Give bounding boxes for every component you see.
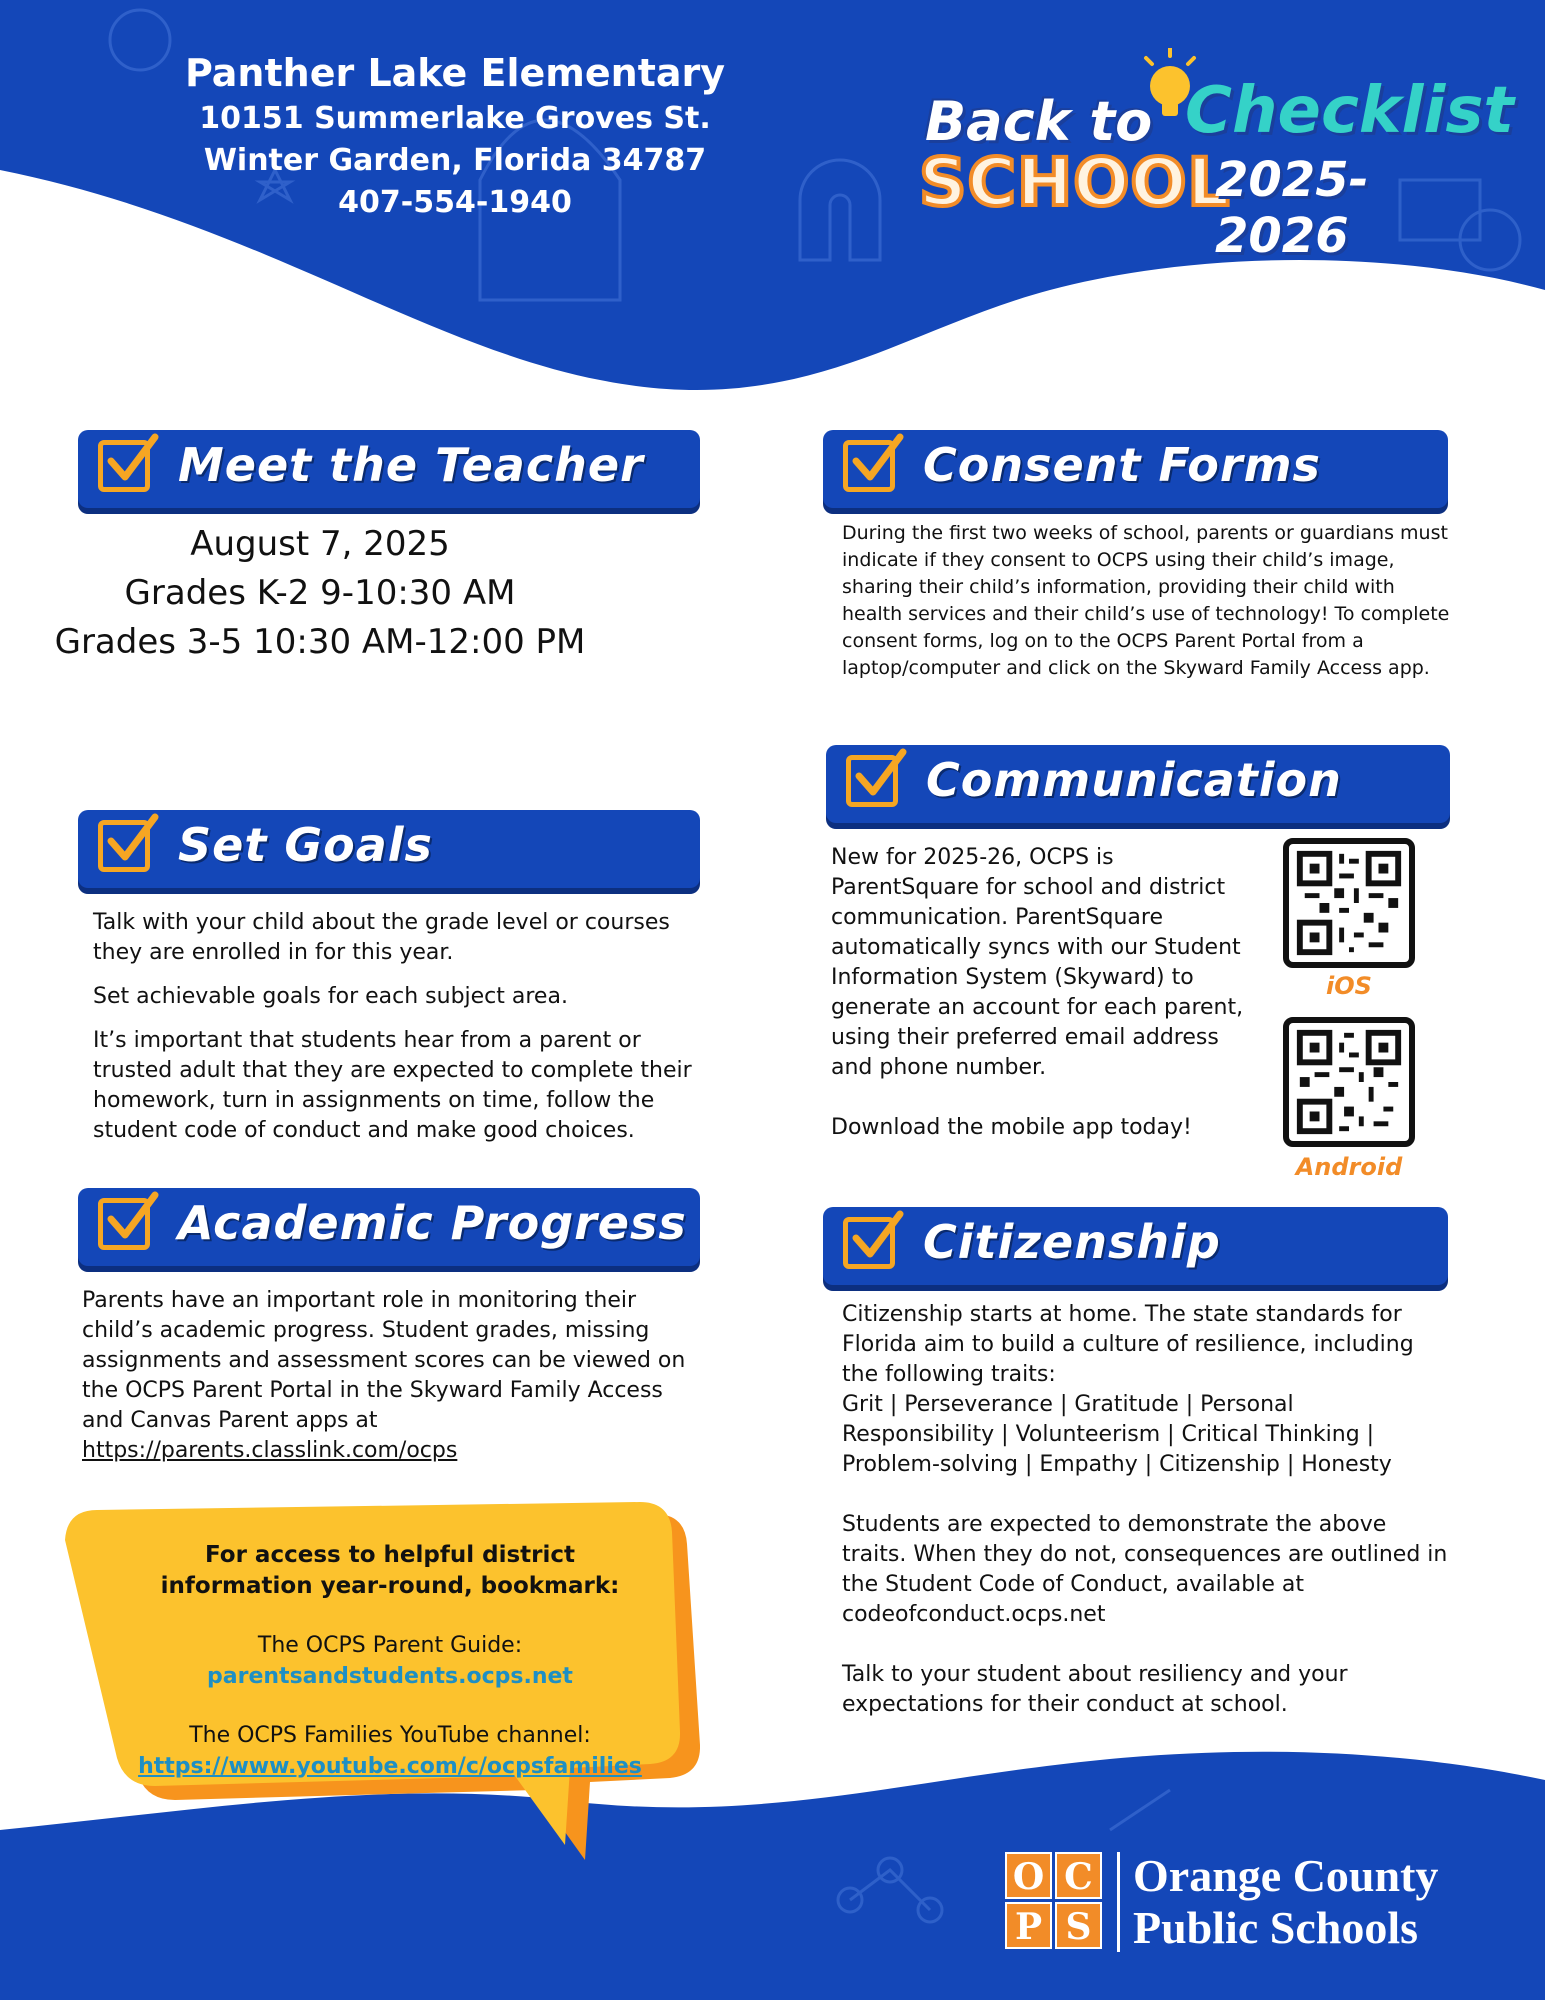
- meet-teacher-session1: Grades K-2 9-10:30 AM: [124, 573, 516, 613]
- school-address-line2: Winter Garden, Florida 34787: [203, 143, 707, 178]
- parent-guide-label: The OCPS Parent Guide:: [257, 1633, 523, 1658]
- logo-school: SCHOOL: [919, 144, 1231, 221]
- meet-teacher-title: Meet the Teacher: [178, 438, 644, 492]
- ocps-letter-p: P: [1005, 1902, 1052, 1949]
- set-goals-body: [93, 908, 703, 1160]
- ocps-letter-s: S: [1055, 1902, 1102, 1949]
- communication-text: New for 2025-26, OCPS is ParentSquare for school and district communication. ParentSquare automatically syncs with our Student Information System (Skyward) to generate an account for each parent, using their preferred email address and phone number.: [831, 845, 1244, 1080]
- parent-portal-link[interactable]: https://parents.classlink.com/ocps: [82, 1438, 458, 1463]
- bookmark-heading-line1: For access to helpful district: [205, 1542, 575, 1568]
- academic-progress-text: Parents have an important role in monitoring their child’s academic progress. Student grades, missing assignments and assessment scores can be viewed on the OCPS Parent Portal in the Skyward Family Access and Canvas Parent apps at: [82, 1288, 686, 1433]
- citizenship-p1: Citizenship starts at home. The state standards for Florida aim to build a culture of resilience, including the following traits:: [842, 1302, 1414, 1387]
- checkbox-icon: [846, 755, 898, 807]
- checkbox-icon: [843, 1217, 895, 1269]
- communication-download: Download the mobile app today!: [831, 1115, 1192, 1140]
- ocps-name: [1133, 1850, 1438, 1954]
- academic-progress-title: Academic Progress: [178, 1196, 687, 1250]
- qr-code-icon: [1289, 844, 1409, 962]
- academic-progress-banner: [78, 1188, 700, 1266]
- communication-body: [831, 843, 1251, 1157]
- meet-teacher-banner: [78, 430, 700, 508]
- ocps-name-line2: Public Schools: [1133, 1902, 1419, 1953]
- school-address-line1: 10151 Summerlake Groves St.: [199, 101, 711, 136]
- school-info: [170, 48, 740, 224]
- communication-title: Communication: [926, 753, 1342, 807]
- set-goals-title: Set Goals: [178, 818, 433, 872]
- communication-banner: [826, 745, 1450, 823]
- ocps-divider: [1117, 1852, 1120, 1952]
- logo-checklist: Checklist: [1185, 74, 1514, 148]
- parent-guide-link[interactable]: parentsandstudents.ocps.net: [207, 1664, 573, 1689]
- set-goals-p3: It’s important that students hear from a parent or trusted adult that they are expected to complete their homework, turn in assignments on time, follow the student code of conduct and make good choices.: [93, 1028, 692, 1143]
- consent-forms-banner: [823, 430, 1448, 508]
- school-phone: 407-554-1940: [338, 185, 572, 220]
- ocps-monogram: [1005, 1852, 1105, 1952]
- bookmark-heading-line2: information year-round, bookmark:: [160, 1573, 620, 1599]
- qr-code-icon: [1289, 1023, 1409, 1141]
- youtube-label: The OCPS Families YouTube channel:: [189, 1723, 591, 1748]
- ocps-logo: [1005, 1852, 1485, 1962]
- checkbox-icon: [98, 1198, 150, 1250]
- citizenship-banner: [823, 1207, 1448, 1285]
- bookmark-text: [110, 1540, 670, 1782]
- youtube-link[interactable]: https://www.youtube.com/c/ocpsfamilies: [138, 1754, 642, 1779]
- ios-qr-code[interactable]: [1283, 838, 1415, 968]
- set-goals-p1: Talk with your child about the grade level or courses they are enrolled in for this year.: [93, 910, 670, 965]
- ocps-letter-c: C: [1055, 1852, 1102, 1899]
- checkbox-icon: [98, 440, 150, 492]
- school-name: Panther Lake Elementary: [184, 51, 726, 95]
- citizenship-title: Citizenship: [923, 1215, 1221, 1269]
- citizenship-p2: Students are expected to demonstrate the above traits. When they do not, consequences are outlined in the Student Code of Conduct, available at codeofconduct.ocps.net: [842, 1512, 1448, 1627]
- citizenship-p3: Talk to your student about resiliency and your expectations for their conduct at school.: [842, 1662, 1348, 1717]
- logo-back-to: Back to: [925, 90, 1153, 153]
- consent-forms-body: During the first two weeks of school, parents or guardians must indicate if they consent to OCPS using their child’s image, sharing their child’s information, providing their child with health services and their child’s use of technology! To complete consent forms, log on to the OCPS Parent Portal from a laptop/computer and click on the Skyward Family Access app.: [842, 522, 1450, 679]
- ocps-letter-o: O: [1005, 1852, 1052, 1899]
- android-label: Android: [1295, 1153, 1403, 1181]
- checkbox-icon: [843, 440, 895, 492]
- back-to-school-logo: [915, 40, 1514, 264]
- checkbox-icon: [98, 820, 150, 872]
- consent-forms-title: Consent Forms: [923, 438, 1321, 492]
- set-goals-p2: Set achievable goals for each subject area.: [93, 984, 568, 1009]
- set-goals-banner: [78, 810, 700, 888]
- meet-teacher-session2: Grades 3-5 10:30 AM-12:00 PM: [54, 622, 586, 662]
- meet-teacher-details: [54, 520, 586, 667]
- meet-teacher-date: August 7, 2025: [190, 524, 450, 564]
- android-qr-code[interactable]: [1283, 1017, 1415, 1147]
- ocps-name-line1: Orange County: [1133, 1850, 1439, 1901]
- logo-year: 2025-2026: [1215, 152, 1369, 264]
- citizenship-body: [842, 1300, 1452, 1720]
- academic-progress-body: [82, 1286, 707, 1466]
- citizenship-traits: Grit | Perseverance | Gratitude | Personal Responsibility | Volunteerism | Critical Thinking | Problem-solving | Empathy | Citizenship | Honesty: [842, 1392, 1392, 1477]
- ios-label: iOS: [1326, 972, 1372, 1000]
